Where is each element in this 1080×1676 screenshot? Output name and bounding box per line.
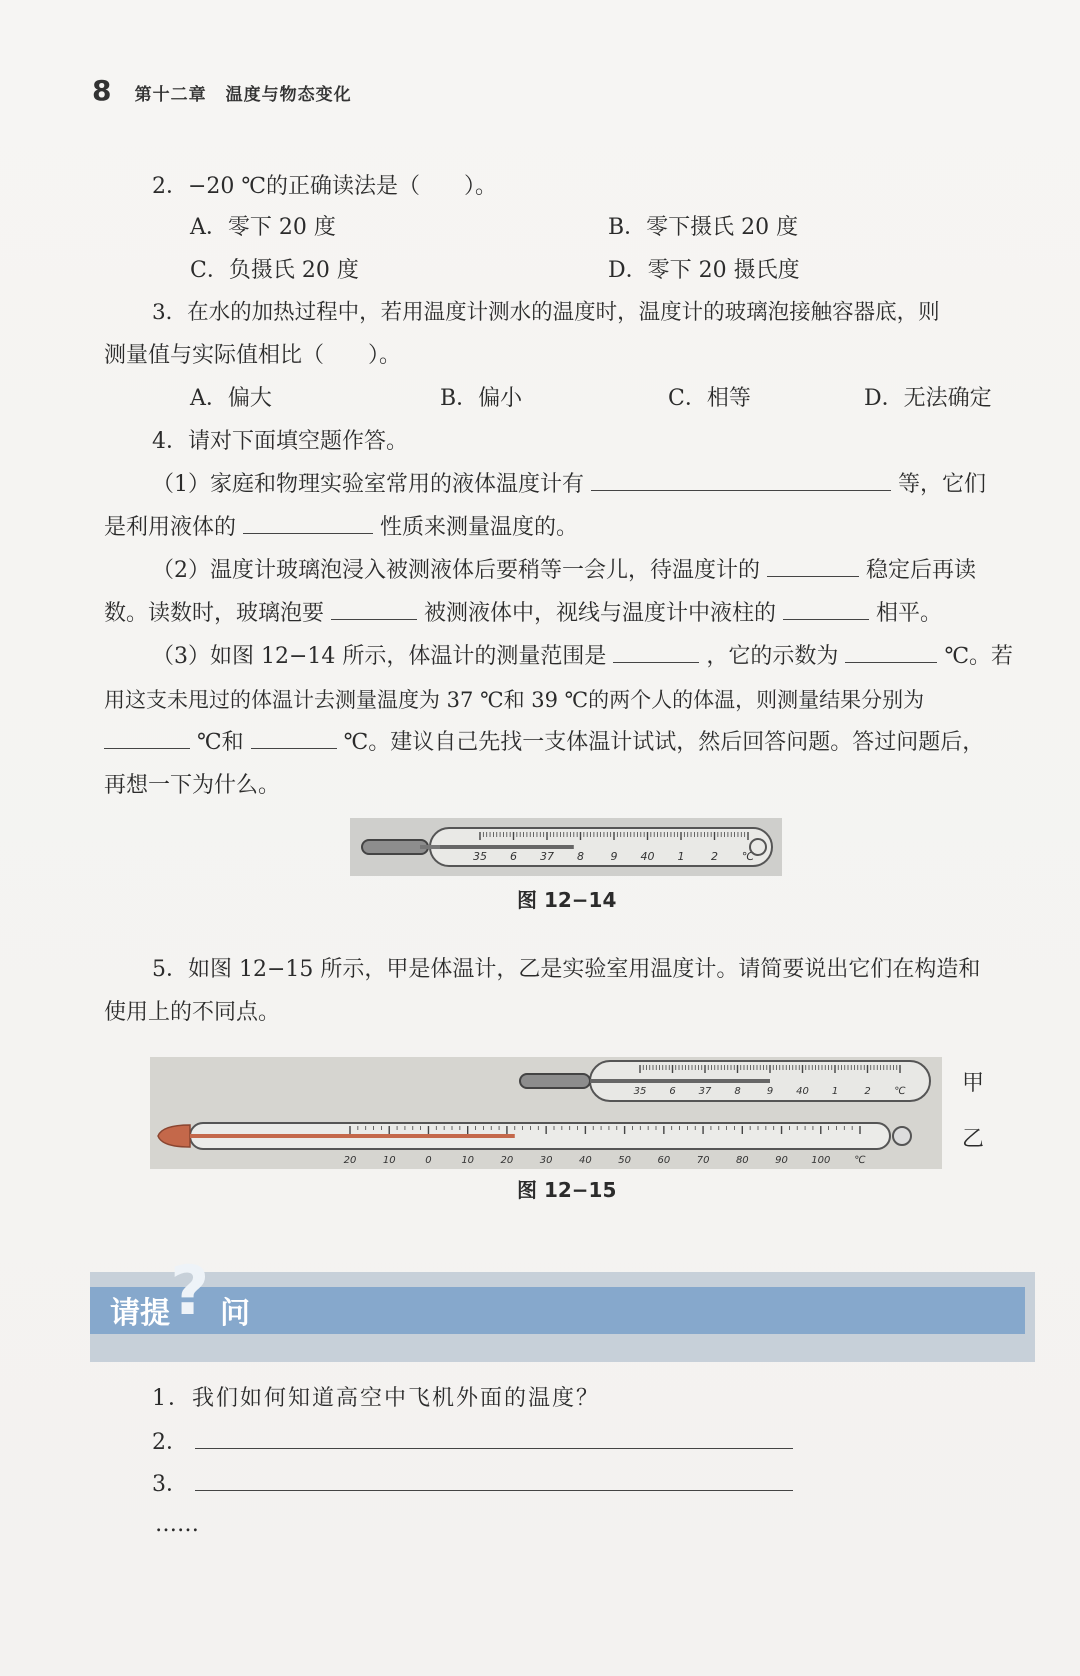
q2-option-b: B．零下摄氏 20 度 bbox=[608, 215, 799, 240]
q4-part2-text-a: （2）温度计玻璃泡浸入被测液体后要稍等一会儿，待温度计的 bbox=[152, 558, 760, 583]
q4-part1-line2 bbox=[104, 513, 578, 543]
chapter-label: 第十二章 bbox=[134, 85, 207, 105]
q3-option-d: D．无法确定 bbox=[864, 386, 992, 411]
q2-option-d: D．零下 20 摄氏度 bbox=[608, 258, 800, 283]
question-mark-icon: ? bbox=[170, 1252, 210, 1331]
q4-part1-text-d: 性质来测量温度的。 bbox=[380, 515, 579, 540]
scale-label: 8 bbox=[577, 850, 584, 863]
q4-part3-text-c: ℃。若 bbox=[944, 644, 1014, 669]
ask-item-1: 1．我们如何知道高空中飞机外面的温度？ bbox=[152, 1386, 600, 1411]
ask-item-2 bbox=[152, 1428, 793, 1458]
page-number: 8 bbox=[92, 74, 112, 107]
q4-part3-blank-2[interactable] bbox=[845, 642, 937, 663]
q5-line1: 5．如图 12−15 所示，甲是体温计，乙是实验室用温度计。请简要说出它们在构造和 bbox=[152, 957, 981, 982]
q5-line2: 使用上的不同点。 bbox=[104, 1000, 281, 1025]
scale-label: 6 bbox=[669, 1086, 676, 1097]
thermometer-constriction bbox=[420, 845, 440, 849]
q4-part2-text-e: 相平。 bbox=[876, 601, 943, 626]
q4-part2-blank-3[interactable] bbox=[783, 599, 869, 620]
q4-part2-blank-2[interactable] bbox=[331, 599, 417, 620]
scale-label: ℃ bbox=[741, 850, 755, 863]
banner-text-left: 请提 bbox=[110, 1296, 170, 1331]
scale-label: 20 bbox=[343, 1155, 357, 1166]
q4-part2-blank-1[interactable] bbox=[767, 556, 859, 577]
scale-label: 70 bbox=[696, 1155, 710, 1166]
label-yi: 乙 bbox=[962, 1127, 985, 1152]
ask-item-3-blank[interactable] bbox=[195, 1470, 793, 1491]
q4-part1-text-c: 是利用液体的 bbox=[104, 515, 237, 540]
scale-label: 10 bbox=[382, 1155, 396, 1166]
q2-stem: 2．−20 ℃的正确读法是（ ）。 bbox=[152, 174, 498, 199]
q4-part2-line2 bbox=[104, 599, 942, 629]
ask-item-2-number: 2． bbox=[152, 1430, 188, 1455]
q2-option-c: C．负摄氏 20 度 bbox=[190, 258, 359, 283]
thermometer-scale-labels bbox=[473, 850, 755, 863]
q3-stem-line1: 3．在水的加热过程中，若用温度计测水的温度时，温度计的玻璃泡接触容器底，则 bbox=[152, 300, 940, 325]
q4-part3-line3 bbox=[104, 728, 984, 758]
scale-label: 37 bbox=[540, 850, 554, 863]
q4-part3-line4: 再想一下为什么。 bbox=[104, 773, 281, 798]
scale-label: 1 bbox=[677, 850, 685, 863]
ask-item-3-number: 3． bbox=[152, 1472, 188, 1497]
q2-option-a: A．零下 20 度 bbox=[190, 215, 336, 240]
scale-label: 1 bbox=[831, 1086, 839, 1097]
q4-part2-text-c: 数。读数时，玻璃泡要 bbox=[104, 601, 325, 626]
scale-label: 30 bbox=[539, 1155, 553, 1166]
q3-option-b: B．偏小 bbox=[440, 386, 523, 411]
q4-intro: 4．请对下面填空题作答。 bbox=[152, 429, 408, 454]
scale-label: ℃ bbox=[894, 1086, 906, 1097]
figure-12-14-caption: 图 12−14 bbox=[517, 888, 617, 912]
label-jia: 甲 bbox=[962, 1071, 985, 1096]
q4-part1-blank-1[interactable] bbox=[591, 470, 891, 491]
q4-part3-blank-4[interactable] bbox=[251, 728, 337, 749]
scale-label: 40 bbox=[640, 850, 655, 863]
banner-text-right: 问 bbox=[220, 1296, 250, 1331]
jia-mercury-column bbox=[590, 1079, 770, 1083]
ask-item-2-blank[interactable] bbox=[195, 1428, 793, 1449]
scale-label: 2 bbox=[864, 1086, 871, 1097]
ask-ellipsis: …… bbox=[155, 1512, 199, 1537]
scale-label: 2 bbox=[711, 850, 718, 863]
scale-label: 35 bbox=[633, 1086, 647, 1097]
q4-part3-text-f: ℃。建议自己先找一支体温计试试，然后回答问题。答过问题后， bbox=[343, 730, 985, 755]
q4-part1-blank-2[interactable] bbox=[243, 513, 373, 534]
scale-label: 20 bbox=[500, 1155, 514, 1166]
yi-end-loop bbox=[893, 1127, 911, 1145]
thermometer-bulb bbox=[362, 840, 428, 854]
jia-scale-labels bbox=[634, 1086, 906, 1097]
q4-part2-text-d: 被测液体中，视线与温度计中液柱的 bbox=[424, 601, 777, 626]
scale-label: 6 bbox=[510, 850, 517, 863]
figure-12-15-thermometers bbox=[150, 1057, 942, 1169]
q4-part3-text-b: ，它的示数为 bbox=[706, 644, 839, 669]
q3-option-a: A．偏大 bbox=[190, 386, 272, 411]
scale-label: 35 bbox=[473, 850, 487, 863]
scale-label: 40 bbox=[579, 1155, 592, 1166]
scale-label: 60 bbox=[657, 1155, 671, 1166]
q4-part1-text-a: （1）家庭和物理实验室常用的液体温度计有 bbox=[152, 472, 584, 497]
scale-label: 100 bbox=[811, 1155, 831, 1166]
scale-label: 10 bbox=[461, 1155, 475, 1166]
q4-part3-text-e: ℃和 bbox=[197, 730, 244, 755]
page-header bbox=[92, 74, 366, 107]
scale-label: 50 bbox=[618, 1155, 631, 1166]
q3-stem-line2: 测量值与实际值相比（ ）。 bbox=[104, 343, 402, 368]
q4-part3-text-a: （3）如图 12−14 所示，体温计的测量范围是 bbox=[152, 644, 607, 669]
q4-part2-line1 bbox=[152, 556, 976, 586]
yi-liquid-column bbox=[190, 1134, 515, 1138]
scale-label: 8 bbox=[734, 1086, 741, 1097]
q4-part3-line2: 用这支未甩过的体温计去测量温度为 37 ℃和 39 ℃的两个人的体温，则测量结果分别为 bbox=[104, 688, 925, 712]
scale-label: ℃ bbox=[854, 1155, 866, 1166]
q3-option-c: C．相等 bbox=[668, 386, 751, 411]
q4-part3-line1 bbox=[152, 642, 1013, 672]
mercury-column bbox=[440, 845, 574, 849]
q4-part1-text-b: 等，它们 bbox=[898, 472, 987, 497]
scale-label: 0 bbox=[425, 1155, 432, 1166]
figure-12-15-caption: 图 12−15 bbox=[517, 1178, 617, 1202]
q4-part1-line1 bbox=[152, 470, 986, 500]
q4-part2-text-b: 稳定后再读 bbox=[866, 558, 977, 583]
scale-label: 9 bbox=[766, 1086, 774, 1097]
chapter-title: 温度与物态变化 bbox=[225, 85, 352, 105]
scale-label: 90 bbox=[775, 1155, 788, 1166]
q4-part3-blank-3[interactable] bbox=[104, 728, 190, 749]
jia-bulb bbox=[520, 1074, 590, 1088]
scale-label: 80 bbox=[735, 1155, 749, 1166]
scale-label: 9 bbox=[610, 850, 618, 863]
figure-12-14-clinical-thermometer bbox=[350, 818, 782, 876]
scale-label: 40 bbox=[796, 1086, 809, 1097]
scale-label: 37 bbox=[698, 1086, 712, 1097]
ask-question-banner bbox=[90, 1252, 1035, 1362]
ask-item-3 bbox=[152, 1470, 793, 1500]
q4-part3-blank-1[interactable] bbox=[613, 642, 699, 663]
